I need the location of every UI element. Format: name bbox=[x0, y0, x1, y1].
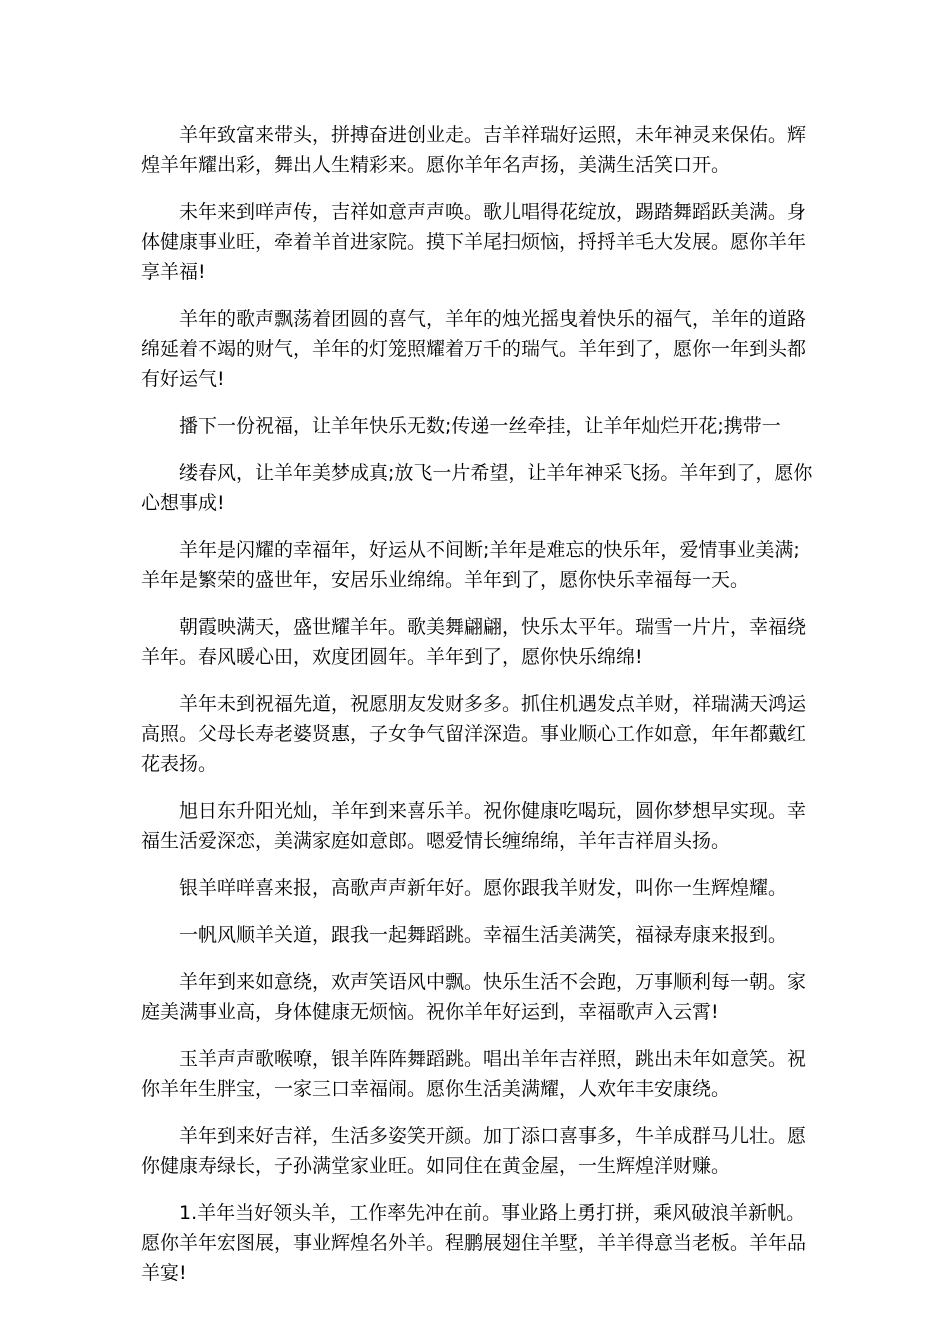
document-body bbox=[141, 120, 813, 1305]
paragraph-12: 羊年到来如意绕，欢声笑语风中飘。快乐生活不会跑，万事顺利每一朝。家庭美满事业高，身体健康无烦恼。祝你羊年好运到，幸福歌声入云霄! bbox=[141, 971, 807, 1023]
paragraph-9: 旭日东升阳光灿，羊年到来喜乐羊。祝你健康吃喝玩，圆你梦想早实现。幸福生活爱深恋，美满家庭如意郎。嗯爱情长缠绵绵，羊年吉祥眉头扬。 bbox=[141, 800, 807, 852]
paragraph-5: 缕春风，让羊年美梦成真;放飞一片希望，让羊年神采飞扬。羊年到了，愿你心想事成! bbox=[141, 462, 813, 514]
paragraph-2: 未年来到咩声传，吉祥如意声声唤。歌儿唱得花绽放，踢踏舞蹈跃美满。身体健康事业旺，牵着羊首进家院。摸下羊尾扫烦恼，捋捋羊毛大发展。愿你羊年享羊福! bbox=[141, 201, 807, 283]
paragraph-1: 羊年致富来带头，拼搏奋进创业走。吉羊祥瑞好运照，未年神灵来保佑。辉煌羊年耀出彩，舞出人生精彩来。愿你羊年名声扬，美满生活笑口开。 bbox=[141, 124, 807, 176]
paragraph-14: 羊年到来好吉祥，生活多姿笑开颜。加丁添口喜事多，牛羊成群马儿壮。愿你健康寿绿长，子孙满堂家业旺。如同住在黄金屋，一生辉煌洋财赚。 bbox=[141, 1125, 807, 1177]
paragraph-6: 羊年是闪耀的幸福年，好运从不间断;羊年是难忘的快乐年，爱情事业美满;羊年是繁荣的盛世年，安居乐业绵绵。羊年到了，愿你快乐幸福每一天。 bbox=[141, 539, 800, 591]
paragraph-15: 1.羊年当好领头羊，工作率先冲在前。事业路上勇打拼，乘风破浪羊新帆。愿你羊年宏图展，事业辉煌名外羊。程鹏展翅住羊墅，羊羊得意当老板。羊年品羊宴! bbox=[141, 1202, 807, 1284]
paragraph-4: 播下一份祝福，让羊年快乐无数;传递一丝牵挂，让羊年灿烂开花;携带一 bbox=[179, 415, 781, 437]
paragraph-10: 银羊咩咩喜来报，高歌声声新年好。愿你跟我羊财发，叫你一生辉煌耀。 bbox=[179, 877, 788, 899]
paragraph-3: 羊年的歌声飘荡着团圆的喜气，羊年的烛光摇曳着快乐的福气，羊年的道路绵延着不竭的财气，羊年的灯笼照耀着万千的瑞气。羊年到了，愿你一年到头都有好运气! bbox=[141, 308, 807, 390]
paragraph-11: 一帆风顺羊关道，跟我一起舞蹈跳。幸福生活美满笑，福禄寿康来报到。 bbox=[179, 924, 788, 946]
paragraph-8: 羊年未到祝福先道，祝愿朋友发财多多。抓住机遇发点羊财，祥瑞满天鸿运高照。父母长寿老婆贤惠，子女争气留洋深造。事业顺心工作如意，年年都戴红花表扬。 bbox=[141, 693, 807, 775]
paragraph-13: 玉羊声声歌喉嘹，银羊阵阵舞蹈跳。唱出羊年吉祥照，跳出未年如意笑。祝你羊年生胖宝，一家三口幸福闹。愿你生活美满耀，人欢年丰安康绕。 bbox=[141, 1048, 807, 1100]
paragraph-7: 朝霞映满天，盛世耀羊年。歌美舞翩翩，快乐太平年。瑞雪一片片，幸福绕羊年。春风暖心田，欢度团圆年。羊年到了，愿你快乐绵绵! bbox=[141, 616, 807, 668]
